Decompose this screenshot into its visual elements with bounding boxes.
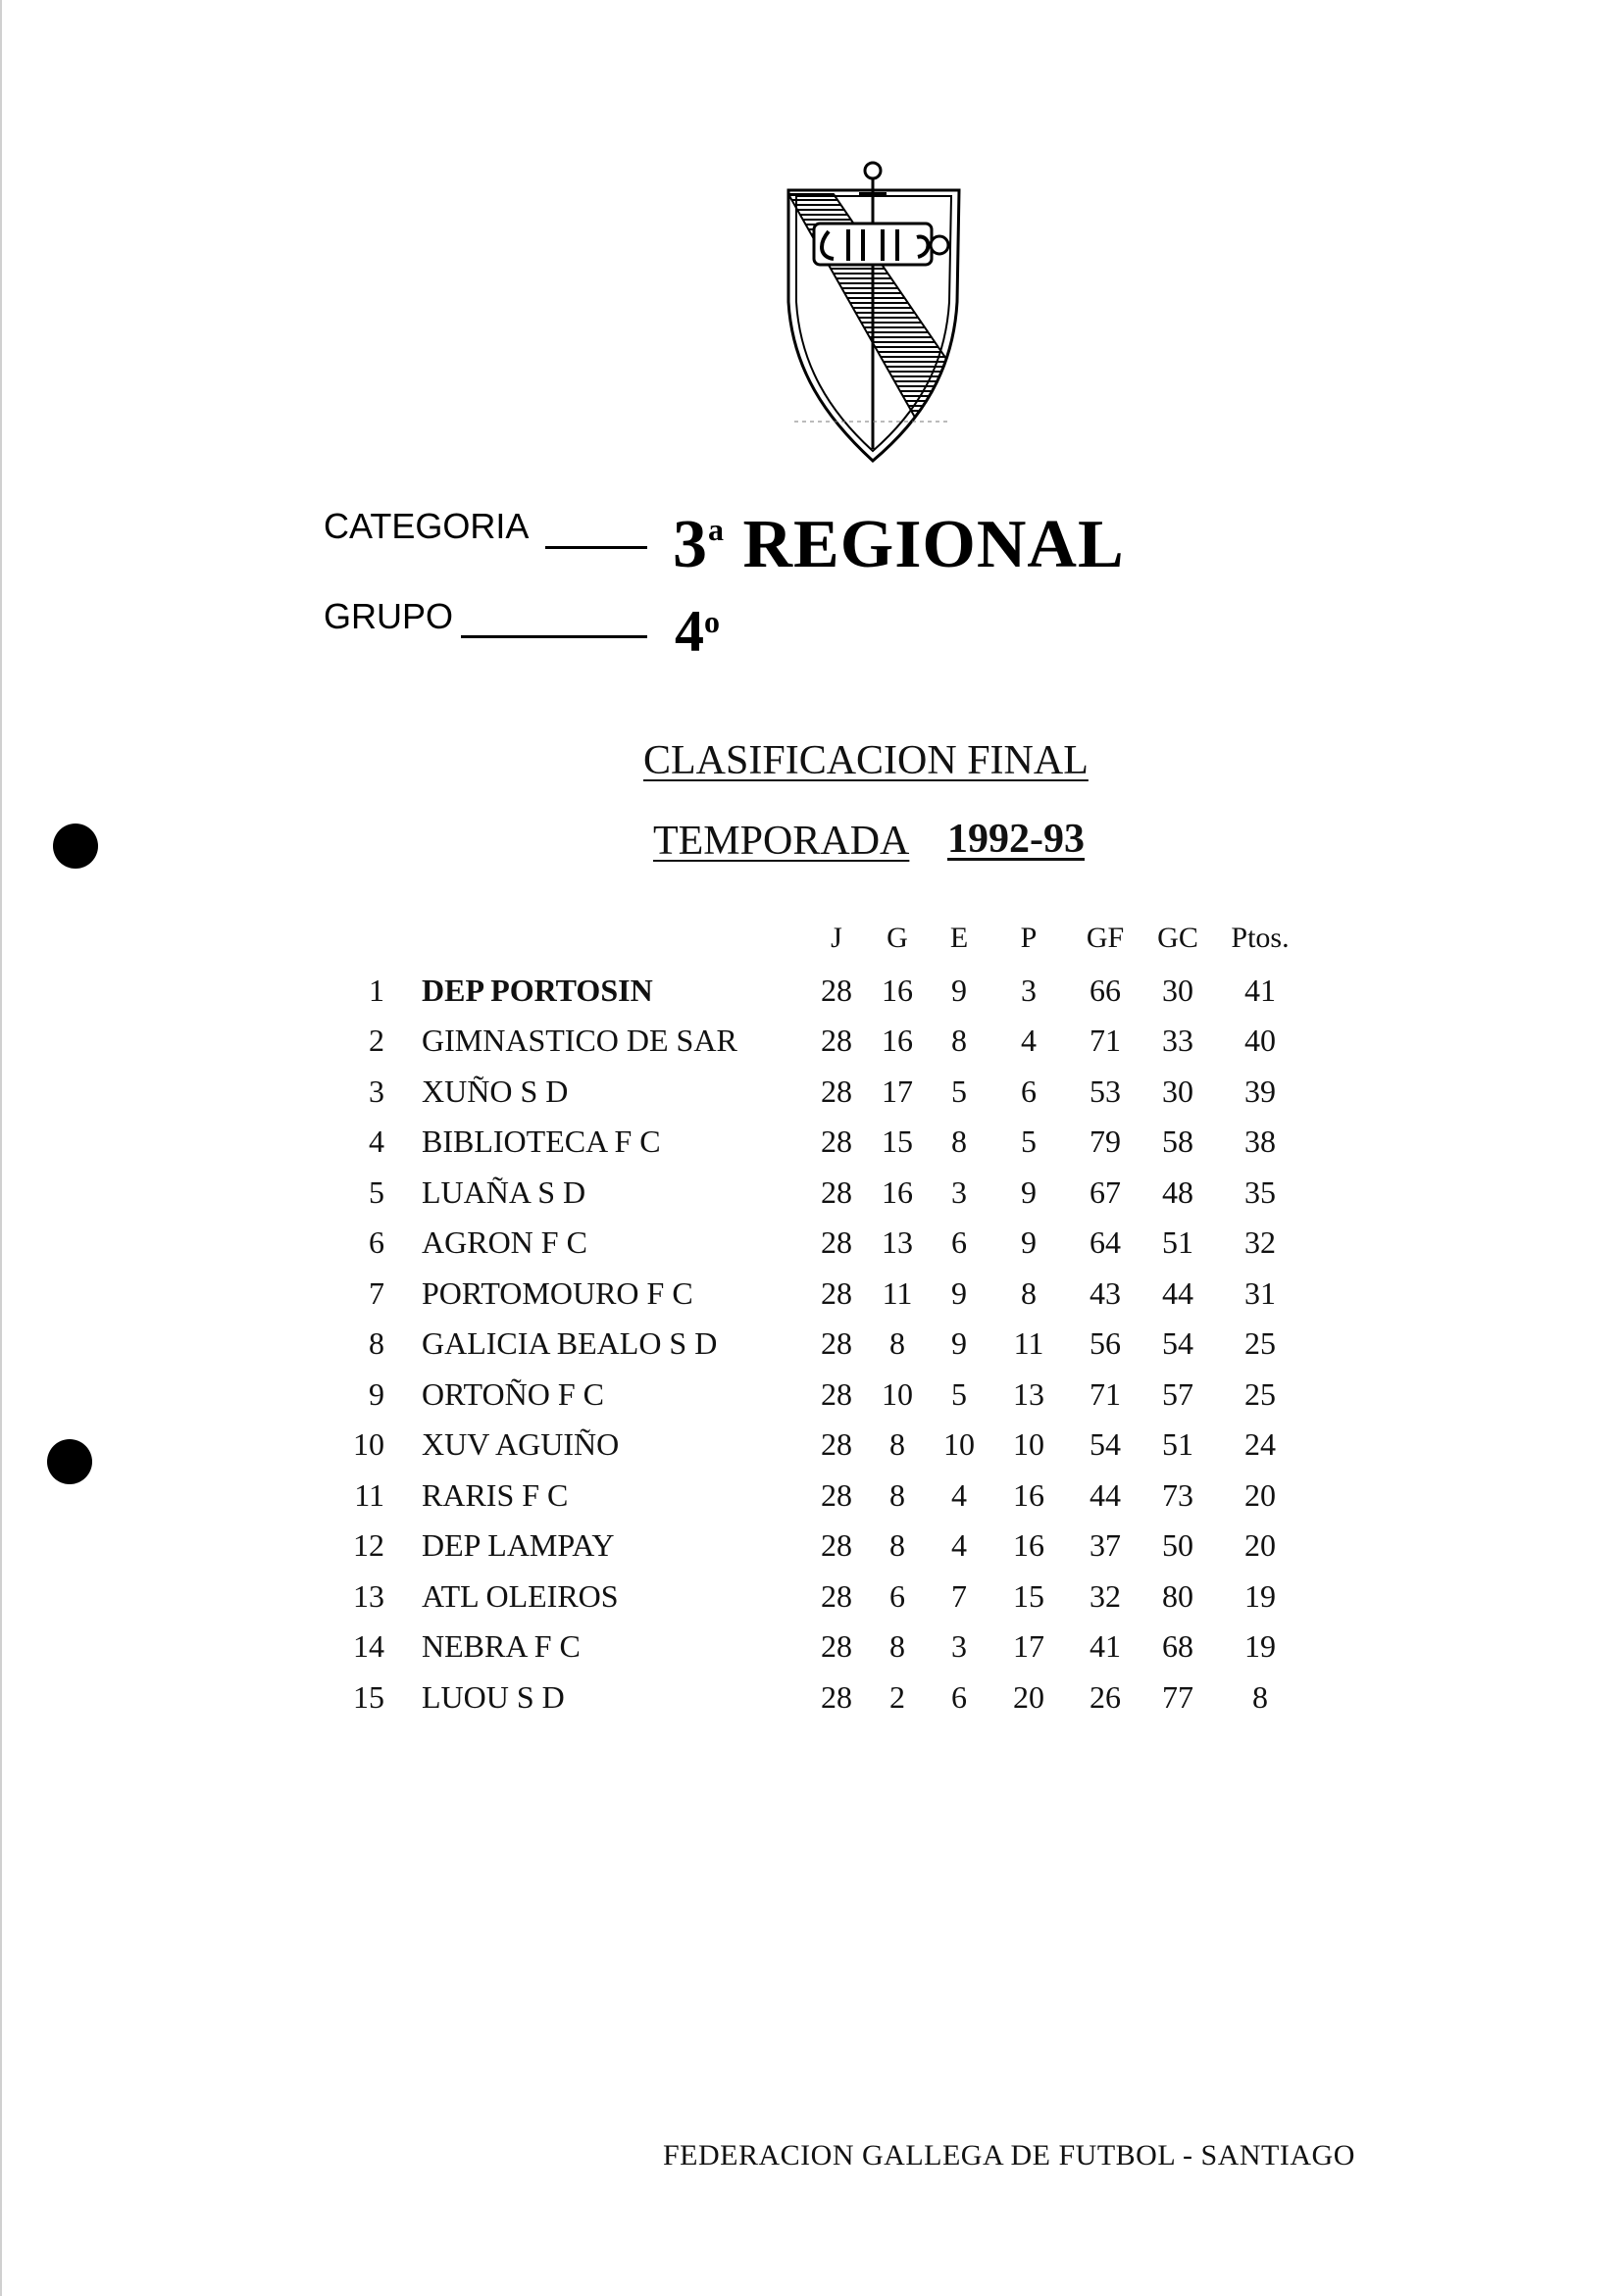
won-cell: 16 xyxy=(882,972,913,1008)
categoria-name: REGIONAL xyxy=(725,507,1125,582)
lost-cell: 17 xyxy=(1013,1628,1044,1664)
points-cell: 40 xyxy=(1244,1023,1276,1058)
team-name-cell: GALICIA BEALO S D xyxy=(422,1325,718,1361)
table-row xyxy=(333,1527,1314,1578)
goals-for-cell: 56 xyxy=(1090,1325,1121,1361)
lost-cell: 9 xyxy=(1021,1224,1037,1260)
team-name-cell: DEP PORTOSIN xyxy=(422,972,653,1008)
played-cell: 28 xyxy=(821,1073,852,1109)
points-cell: 24 xyxy=(1244,1426,1276,1462)
team-name-cell: NEBRA F C xyxy=(422,1628,581,1664)
goals-against-cell: 77 xyxy=(1162,1678,1193,1715)
played-cell: 28 xyxy=(821,1274,852,1311)
lost-cell: 3 xyxy=(1021,972,1037,1008)
goals-for-cell: 71 xyxy=(1090,1023,1121,1058)
position-cell: 2 xyxy=(369,1023,384,1058)
lost-cell: 10 xyxy=(1013,1426,1044,1462)
table-row xyxy=(333,1275,1314,1326)
won-cell: 13 xyxy=(882,1224,913,1260)
grupo-number: 4 xyxy=(675,599,704,664)
won-cell: 8 xyxy=(889,1325,905,1361)
punch-hole xyxy=(47,1439,92,1484)
position-cell: 12 xyxy=(353,1527,384,1563)
goals-for-cell: 71 xyxy=(1090,1375,1121,1412)
goals-against-cell: 33 xyxy=(1162,1023,1193,1058)
federation-crest-icon xyxy=(775,155,971,469)
played-cell: 28 xyxy=(821,1023,852,1058)
table-row xyxy=(333,1073,1314,1124)
position-cell: 14 xyxy=(353,1628,384,1664)
goals-for-cell: 67 xyxy=(1090,1173,1121,1210)
points-cell: 38 xyxy=(1244,1123,1276,1159)
won-cell: 10 xyxy=(882,1375,913,1412)
points-cell: 25 xyxy=(1244,1375,1276,1412)
position-cell: 8 xyxy=(369,1325,384,1361)
drawn-cell: 3 xyxy=(951,1628,967,1664)
points-cell: 35 xyxy=(1244,1173,1276,1210)
lost-cell: 5 xyxy=(1021,1123,1037,1159)
column-header-gc: GC xyxy=(1157,922,1198,954)
goals-against-cell: 57 xyxy=(1162,1375,1193,1412)
goals-against-cell: 68 xyxy=(1162,1628,1193,1664)
lost-cell: 9 xyxy=(1021,1173,1037,1210)
goals-for-cell: 53 xyxy=(1090,1073,1121,1109)
table-row xyxy=(333,973,1314,1023)
goals-against-cell: 30 xyxy=(1162,1073,1193,1109)
goals-against-cell: 50 xyxy=(1162,1527,1193,1563)
drawn-cell: 6 xyxy=(951,1678,967,1715)
played-cell: 28 xyxy=(821,1527,852,1563)
played-cell: 28 xyxy=(821,1375,852,1412)
team-name-cell: XUV AGUIÑO xyxy=(422,1426,620,1462)
team-name-cell: XUÑO S D xyxy=(422,1073,569,1109)
points-cell: 31 xyxy=(1244,1274,1276,1311)
column-header-e: E xyxy=(949,922,969,954)
categoria-underline xyxy=(545,546,647,549)
table-body xyxy=(333,973,1314,1730)
goals-against-cell: 48 xyxy=(1162,1173,1193,1210)
team-name-cell: LUOU S D xyxy=(422,1678,565,1715)
position-cell: 11 xyxy=(354,1476,384,1513)
drawn-cell: 8 xyxy=(951,1023,967,1058)
played-cell: 28 xyxy=(821,972,852,1008)
drawn-cell: 8 xyxy=(951,1123,967,1159)
column-header-gf: GF xyxy=(1086,922,1125,954)
drawn-cell: 3 xyxy=(951,1173,967,1210)
won-cell: 8 xyxy=(889,1628,905,1664)
lost-cell: 8 xyxy=(1021,1274,1037,1311)
position-cell: 5 xyxy=(369,1173,384,1210)
team-name-cell: PORTOMOURO F C xyxy=(422,1274,693,1311)
table-row xyxy=(333,1426,1314,1477)
table-row xyxy=(333,1023,1314,1073)
team-name-cell: LUAÑA S D xyxy=(422,1173,586,1210)
position-cell: 9 xyxy=(369,1375,384,1412)
table-row xyxy=(333,1578,1314,1629)
column-header-g: G xyxy=(887,922,908,954)
grupo-label: GRUPO xyxy=(324,596,454,636)
table-row xyxy=(333,1628,1314,1679)
won-cell: 17 xyxy=(882,1073,913,1109)
goals-against-cell: 73 xyxy=(1162,1476,1193,1513)
drawn-cell: 9 xyxy=(951,1325,967,1361)
drawn-cell: 10 xyxy=(943,1426,975,1462)
points-cell: 32 xyxy=(1244,1224,1276,1260)
position-cell: 1 xyxy=(369,972,384,1008)
clasificacion-title: CLASIFICACION FINAL xyxy=(643,738,1089,783)
table-header-row xyxy=(333,922,1314,973)
drawn-cell: 5 xyxy=(951,1073,967,1109)
won-cell: 6 xyxy=(889,1577,905,1614)
goals-against-cell: 51 xyxy=(1162,1426,1193,1462)
position-cell: 3 xyxy=(369,1073,384,1109)
drawn-cell: 6 xyxy=(951,1224,967,1260)
drawn-cell: 4 xyxy=(951,1527,967,1563)
goals-for-cell: 66 xyxy=(1090,972,1121,1008)
won-cell: 15 xyxy=(882,1123,913,1159)
points-cell: 8 xyxy=(1252,1678,1268,1715)
played-cell: 28 xyxy=(821,1173,852,1210)
team-name-cell: BIBLIOTECA F C xyxy=(422,1123,661,1159)
played-cell: 28 xyxy=(821,1678,852,1715)
goals-for-cell: 26 xyxy=(1090,1678,1121,1715)
drawn-cell: 4 xyxy=(951,1476,967,1513)
position-cell: 6 xyxy=(369,1224,384,1260)
table-row xyxy=(333,1174,1314,1225)
footer-federation: FEDERACION GALLEGA DE FUTBOL - SANTIAGO xyxy=(663,2139,1355,2171)
table-row xyxy=(333,1123,1314,1174)
table-row xyxy=(333,1679,1314,1730)
won-cell: 8 xyxy=(889,1426,905,1462)
position-cell: 15 xyxy=(353,1678,384,1715)
goals-against-cell: 44 xyxy=(1162,1274,1193,1311)
lost-cell: 13 xyxy=(1013,1375,1044,1412)
points-cell: 19 xyxy=(1244,1577,1276,1614)
table-row xyxy=(333,1477,1314,1528)
points-cell: 19 xyxy=(1244,1628,1276,1664)
played-cell: 28 xyxy=(821,1577,852,1614)
grupo-value xyxy=(675,598,720,666)
goals-for-cell: 64 xyxy=(1090,1224,1121,1260)
goals-for-cell: 32 xyxy=(1090,1577,1121,1614)
column-header-j: J xyxy=(831,922,842,954)
position-cell: 10 xyxy=(353,1426,384,1462)
drawn-cell: 7 xyxy=(951,1577,967,1614)
drawn-cell: 5 xyxy=(951,1375,967,1412)
grupo-underline xyxy=(461,635,647,638)
won-cell: 11 xyxy=(882,1274,913,1311)
temporada-label: TEMPORADA xyxy=(653,819,910,864)
punch-hole xyxy=(53,824,98,869)
goals-against-cell: 30 xyxy=(1162,972,1193,1008)
won-cell: 8 xyxy=(889,1527,905,1563)
won-cell: 8 xyxy=(889,1476,905,1513)
goals-for-cell: 37 xyxy=(1090,1527,1121,1563)
lost-cell: 4 xyxy=(1021,1023,1037,1058)
goals-against-cell: 54 xyxy=(1162,1325,1193,1361)
goals-for-cell: 44 xyxy=(1090,1476,1121,1513)
position-cell: 4 xyxy=(369,1123,384,1159)
categoria-label: CATEGORIA xyxy=(324,506,530,546)
lost-cell: 15 xyxy=(1013,1577,1044,1614)
goals-against-cell: 58 xyxy=(1162,1123,1193,1159)
played-cell: 28 xyxy=(821,1628,852,1664)
played-cell: 28 xyxy=(821,1325,852,1361)
team-name-cell: RARIS F C xyxy=(422,1476,569,1513)
points-cell: 20 xyxy=(1244,1527,1276,1563)
lost-cell: 6 xyxy=(1021,1073,1037,1109)
played-cell: 28 xyxy=(821,1224,852,1260)
lost-cell: 16 xyxy=(1013,1527,1044,1563)
position-cell: 7 xyxy=(369,1274,384,1311)
position-cell: 13 xyxy=(353,1577,384,1614)
categoria-superscript: a xyxy=(708,512,725,547)
grupo-superscript: o xyxy=(704,604,720,639)
points-cell: 41 xyxy=(1244,972,1276,1008)
categoria-number: 3 xyxy=(673,507,708,582)
goals-against-cell: 80 xyxy=(1162,1577,1193,1614)
played-cell: 28 xyxy=(821,1123,852,1159)
goals-for-cell: 41 xyxy=(1090,1628,1121,1664)
drawn-cell: 9 xyxy=(951,1274,967,1311)
drawn-cell: 9 xyxy=(951,972,967,1008)
temporada-year: 1992-93 xyxy=(947,817,1085,862)
goals-for-cell: 54 xyxy=(1090,1426,1121,1462)
played-cell: 28 xyxy=(821,1426,852,1462)
lost-cell: 11 xyxy=(1013,1325,1044,1361)
standings-table xyxy=(333,922,1314,1729)
points-cell: 20 xyxy=(1244,1476,1276,1513)
team-name-cell: DEP LAMPAY xyxy=(422,1527,615,1563)
table-row xyxy=(333,1224,1314,1275)
table-row xyxy=(333,1325,1314,1376)
goals-for-cell: 79 xyxy=(1090,1123,1121,1159)
team-name-cell: ATL OLEIROS xyxy=(422,1577,619,1614)
won-cell: 16 xyxy=(882,1023,913,1058)
column-header-p: P xyxy=(1020,922,1038,954)
lost-cell: 20 xyxy=(1013,1678,1044,1715)
won-cell: 2 xyxy=(889,1678,905,1715)
team-name-cell: AGRON F C xyxy=(422,1224,587,1260)
column-header-ptos: Ptos. xyxy=(1231,922,1290,954)
goals-for-cell: 43 xyxy=(1090,1274,1121,1311)
points-cell: 25 xyxy=(1244,1325,1276,1361)
categoria-value xyxy=(673,506,1125,584)
lost-cell: 16 xyxy=(1013,1476,1044,1513)
page-edge xyxy=(0,0,2,2296)
team-name-cell: GIMNASTICO DE SAR xyxy=(422,1023,737,1058)
played-cell: 28 xyxy=(821,1476,852,1513)
table-row xyxy=(333,1376,1314,1427)
team-name-cell: ORTOÑO F C xyxy=(422,1375,604,1412)
won-cell: 16 xyxy=(882,1173,913,1210)
points-cell: 39 xyxy=(1244,1073,1276,1109)
goals-against-cell: 51 xyxy=(1162,1224,1193,1260)
